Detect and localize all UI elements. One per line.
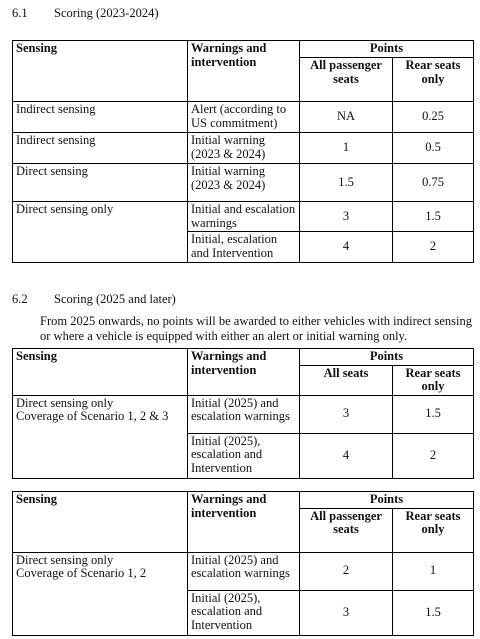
scoring-2025-scenario-1-2-table <box>12 491 474 636</box>
header-rear-seats-only: Rear seats only <box>393 365 474 395</box>
table-row <box>13 164 474 202</box>
rear-seats-cell: 2 <box>393 433 474 478</box>
all-seats-cell: 4 <box>300 433 393 478</box>
sensing-cell: Indirect sensing <box>13 133 188 164</box>
rear-seats-cell: 1.5 <box>393 202 474 232</box>
header-points: Points <box>300 492 474 509</box>
sensing-cell <box>13 395 188 478</box>
all-seats-cell: 2 <box>300 552 393 590</box>
table-row <box>13 202 474 232</box>
header-rear-seats-only: Rear seats only <box>393 58 474 102</box>
header-all-seats: All seats <box>300 365 393 395</box>
sensing-line-2: Coverage of Scenario 1, 2 & 3 <box>16 409 169 423</box>
sensing-line-2: Coverage of Scenario 1, 2 <box>16 566 147 580</box>
sensing-cell: Direct sensing <box>13 164 188 202</box>
warning-cell: Initial and escalation warnings <box>188 202 300 232</box>
rear-seats-cell: 1.5 <box>393 590 474 635</box>
all-seats-cell: 1 <box>300 133 393 164</box>
warning-cell: Initial warning (2023 & 2024) <box>188 164 300 202</box>
sensing-cell <box>13 552 188 635</box>
all-seats-cell: 1.5 <box>300 164 393 202</box>
header-points: Points <box>300 41 474 58</box>
header-all-passenger-seats: All passenger seats <box>300 508 393 552</box>
all-seats-cell: 3 <box>300 395 393 433</box>
header-all-passenger-seats: All passenger seats <box>300 58 393 102</box>
section-number: 6.2 <box>12 292 28 306</box>
rear-seats-cell: 0.5 <box>393 133 474 164</box>
header-sensing: Sensing <box>13 349 188 396</box>
header-warnings: Warnings and intervention <box>188 492 300 553</box>
sensing-cell: Direct sensing only <box>13 202 188 263</box>
all-seats-cell: 4 <box>300 232 393 263</box>
section-title: Scoring (2023-2024) <box>54 6 159 20</box>
rear-seats-cell: 0.75 <box>393 164 474 202</box>
all-seats-cell: 3 <box>300 202 393 232</box>
rear-seats-cell: 0.25 <box>393 102 474 133</box>
all-seats-cell: 3 <box>300 590 393 635</box>
header-warnings: Warnings and intervention <box>188 41 300 102</box>
sensing-line-1: Direct sensing only <box>16 552 114 567</box>
header-points: Points <box>300 349 474 366</box>
header-sensing: Sensing <box>13 492 188 553</box>
sensing-line-1: Direct sensing only <box>16 395 114 410</box>
header-rear-seats-only: Rear seats only <box>393 508 474 552</box>
section-number: 6.1 <box>12 6 28 20</box>
section-title: Scoring (2025 and later) <box>54 292 176 306</box>
warning-cell: Initial warning (2023 & 2024) <box>188 133 300 164</box>
warning-cell: Initial, escalation and Intervention <box>188 232 300 263</box>
header-sensing: Sensing <box>13 41 188 102</box>
scoring-2023-2024-table <box>12 40 474 263</box>
warning-cell: Initial (2025), escalation and Intervention <box>188 433 300 478</box>
rear-seats-cell: 1.5 <box>393 395 474 433</box>
section-6-2-paragraph: From 2025 onwards, no points will be awarded to either vehicles with indirect sensing or where a vehicle is equipped with either an alert or initial warning only. <box>40 314 472 343</box>
header-warnings: Warnings and intervention <box>188 349 300 396</box>
warning-cell: Initial (2025) and escalation warnings <box>188 552 300 590</box>
rear-seats-cell: 2 <box>393 232 474 263</box>
sensing-cell: Indirect sensing <box>13 102 188 133</box>
table-row <box>13 552 474 590</box>
table-row <box>13 395 474 433</box>
warning-cell: Initial (2025) and escalation warnings <box>188 395 300 433</box>
table-row <box>13 102 474 133</box>
table-row <box>13 133 474 164</box>
warning-cell: Alert (according to US commitment) <box>188 102 300 133</box>
scoring-2025-scenario-1-2-3-table <box>12 348 474 479</box>
rear-seats-cell: 1 <box>393 552 474 590</box>
warning-cell: Initial (2025), escalation and Intervention <box>188 590 300 635</box>
all-seats-cell: NA <box>300 102 393 133</box>
